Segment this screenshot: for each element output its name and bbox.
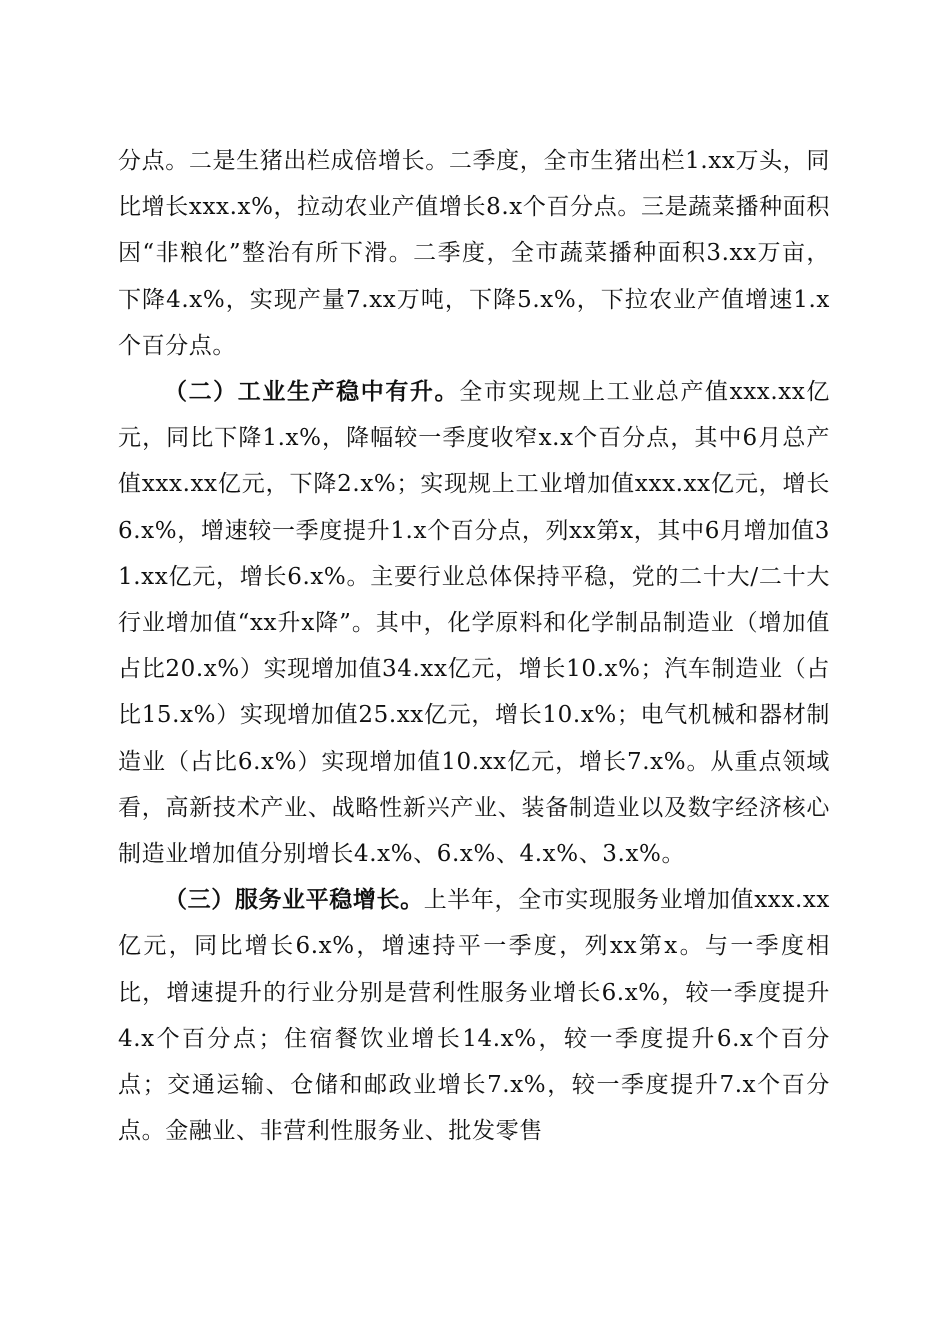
section-heading-services: （三）服务业平稳增长。 (164, 886, 424, 914)
section-heading-industry: （二）工业生产稳中有升。 (164, 378, 460, 406)
paragraph-services (118, 877, 830, 1154)
paragraph-agriculture (118, 138, 830, 369)
paragraph-industry (118, 369, 830, 877)
paragraph-text: 分点。二是生猪出栏成倍增长。二季度，全市生猪出栏1.xx万头，同比增长xxx.x%，拉动农业产值增长8.x个百分点。三是蔬菜播种面积因“非粮化”整治有所下滑。二季度，全市蔬菜播种面积3.xx万亩，下降4.x%，实现产量7.xx万吨，下降5.x%，下拉农业产值增速1.x个百分点。 (118, 148, 830, 359)
paragraph-text: 全市实现规上工业总产值xxx.xx亿元，同比下降1.x%，降幅较一季度收窄x.x个百分点，其中6月总产值xxx.xx亿元，下降2.x%；实现规上工业增加值xxx.xx亿元，增长6.x%，增速较一季度提升1.x个百分点，列xx第x，其中6月增加值31.xx亿元，增长6.x%。主要行业总体保持平稳，党的二十大/二十大行业增加值“xx升x降”。其中，化学原料和化学制品制造业（增加值占比20.x%）实现增加值34.xx亿元，增长10.x%；汽车制造业（占比15.x%）实现增加值25.xx亿元，增长10.x%；电气机械和器材制造业（占比6.x%）实现增加值10.xx亿元，增长7.x%。从重点领域看，高新技术产业、战略性新兴产业、装备制造业以及数字经济核心制造业增加值分别增长4.x%、6.x%、4.x%、3.x%。 (118, 379, 831, 868)
paragraph-text: 上半年，全市实现服务业增加值xxx.xx亿元，同比增长6.x%，增速持平一季度，列xx第x。与一季度相比，增速提升的行业分别是营利性服务业增长6.x%，较一季度提升4.x个百分点；住宿餐饮业增长14.x%，较一季度提升6.x个百分点；交通运输、仓储和邮政业增长7.x%，较一季度提升7.x个百分点。金融业、非营利性服务业、批发零售 (118, 887, 830, 1145)
document-page (118, 138, 830, 1154)
